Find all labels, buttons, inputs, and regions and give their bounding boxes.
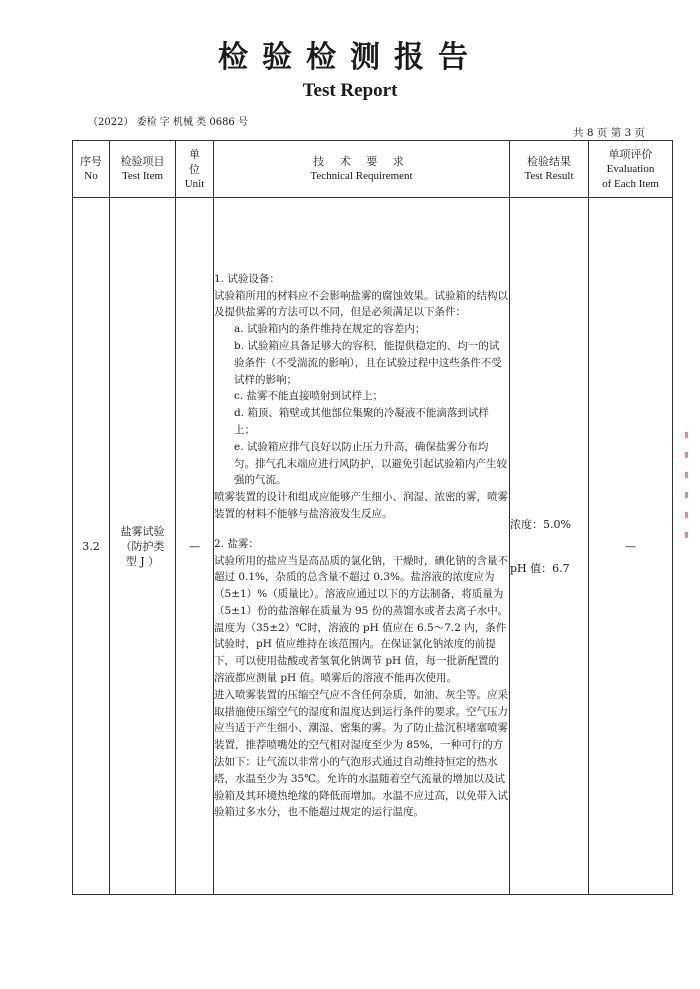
col-header-evaluation-en1: Evaluation xyxy=(606,162,655,175)
req-equipment-intro: 试验箱所用的材料应不会影响盐雾的腐蚀效果。试验箱的结构以及提供盐雾的方法可以不同，但是必须满足以下条件： xyxy=(214,289,508,319)
req-condition-c: c. 盐雾不能直接喷射到试样上； xyxy=(234,390,384,403)
col-header-no-cn: 序号 xyxy=(80,155,102,168)
cell-unit: — xyxy=(176,198,214,895)
col-header-requirement-cn: 技 术 要 求 xyxy=(313,155,410,168)
col-header-result xyxy=(510,141,589,198)
req-condition-a: a. 试验箱内的条件维持在规定的容差内； xyxy=(234,323,426,336)
req-heading-equipment: 1. 试验设备： xyxy=(214,272,280,285)
test-item-line-2: （防护类 xyxy=(120,539,165,553)
col-header-requirement xyxy=(214,141,510,198)
col-header-result-cn: 检验结果 xyxy=(527,155,571,168)
col-header-unit xyxy=(176,141,214,198)
col-header-unit-cn: 单位 xyxy=(189,147,200,176)
req-spray-device: 喷雾装置的设计和组成应能够产生细小、润湿、浓密的雾，喷雾装置的材料不能够与盐溶液发生反应。 xyxy=(214,491,508,520)
cell-requirement xyxy=(214,198,510,895)
req-heading-salt-spray: 2. 盐雾： xyxy=(214,537,259,550)
cell-evaluation: — xyxy=(589,198,673,895)
col-header-requirement-en: Technical Requirement xyxy=(310,170,413,182)
col-header-no-en: No xyxy=(84,170,98,182)
req-compressed-air: 进入喷雾装置的压缩空气应不含任何杂质，如油、灰尘等。应采取措施使压缩空气的湿度和温度达到运行条件的要求。空气压力应当适于产生细小、潮湿、密集的雾。为了防止盐沉积堵塞喷雾装置，推荐喷嘴处的空气相对湿度至少为 85%，一种可行的方法如下：让气流以非常小的气泡形式通过自动维持恒定的热水塔，水温至少为 35℃。允许的水温随着空气流量的增加以及试验箱及其环境热绝缘的降低而增加。水温不应过高，以免带入试验箱过多水分，也不能超过规定的运行温度。 xyxy=(214,688,508,819)
col-header-item-cn: 检验项目 xyxy=(120,155,165,168)
test-item-line-3: 型 J ） xyxy=(125,554,160,568)
col-header-evaluation-cn: 单项评价 xyxy=(608,147,653,161)
report-title-cn: 检验检测报告 xyxy=(218,40,482,75)
seal-edge-marks xyxy=(685,432,691,562)
col-header-evaluation xyxy=(589,141,673,198)
report-title-en: Test Report xyxy=(302,80,398,101)
col-header-no xyxy=(73,141,110,198)
col-header-result-en: Test Result xyxy=(524,170,574,182)
req-salt-solution: 试验所用的盐应当是高品质的氯化钠，干燥时，碘化钠的含量不超过 0.1%，杂质的总含量不超过 0.3%。盐溶液的浓度应为（5±1）%（质量比）。溶液应通过以下的方法制备，将质量为（5±1）份的盐溶解在质量为 95 份的蒸馏水或者去离子水中。温度为（35±2）℃时，溶液的 pH 值应在 6.5～7.2 内，条件试验时，pH 值应维持在该范围内。在保证氯化钠浓度的前提下，可以使用盐酸或者氢氧化钠调节 pH 值，每一批新配置的溶液都应测量 pH 值。喷雾后的溶液不能再次使用。 xyxy=(214,554,509,685)
req-condition-d: d. 箱顶、箱壁或其他部位集聚的冷凝液不能滴落到试样上； xyxy=(234,407,489,436)
cell-test-item xyxy=(110,198,176,895)
test-item-line-1: 盐雾试验 xyxy=(120,524,165,538)
col-header-unit-en: Unit xyxy=(184,177,205,190)
col-header-evaluation-en2: of Each Item xyxy=(602,177,659,190)
cell-result xyxy=(510,198,589,895)
result-concentration: 浓度：5.0% xyxy=(510,518,571,531)
result-ph: pH 值：6.7 xyxy=(510,562,570,575)
report-number: （2022） 委检 字 机械 类 0686 号 xyxy=(88,117,248,128)
cell-no: 3.2 xyxy=(73,198,110,895)
table-header-row xyxy=(73,141,673,198)
req-condition-b: b. 试验箱应具备足够大的容积，能提供稳定的、均一的试验条件（不受湍流的影响），且在试验过程中这些条件不受试样的影响； xyxy=(234,339,502,386)
col-header-item-en: Test Item xyxy=(121,170,164,182)
test-table xyxy=(72,140,673,895)
col-header-item xyxy=(110,141,176,198)
page-indicator: 共 8 页 第 3 页 xyxy=(573,127,646,139)
table-row xyxy=(73,198,673,895)
req-condition-e: e. 试验箱应排气良好以防止压力升高，确保盐雾分布均匀。排气孔末端应进行风防护，以避免引起试验箱内产生较强的气流。 xyxy=(234,440,507,487)
